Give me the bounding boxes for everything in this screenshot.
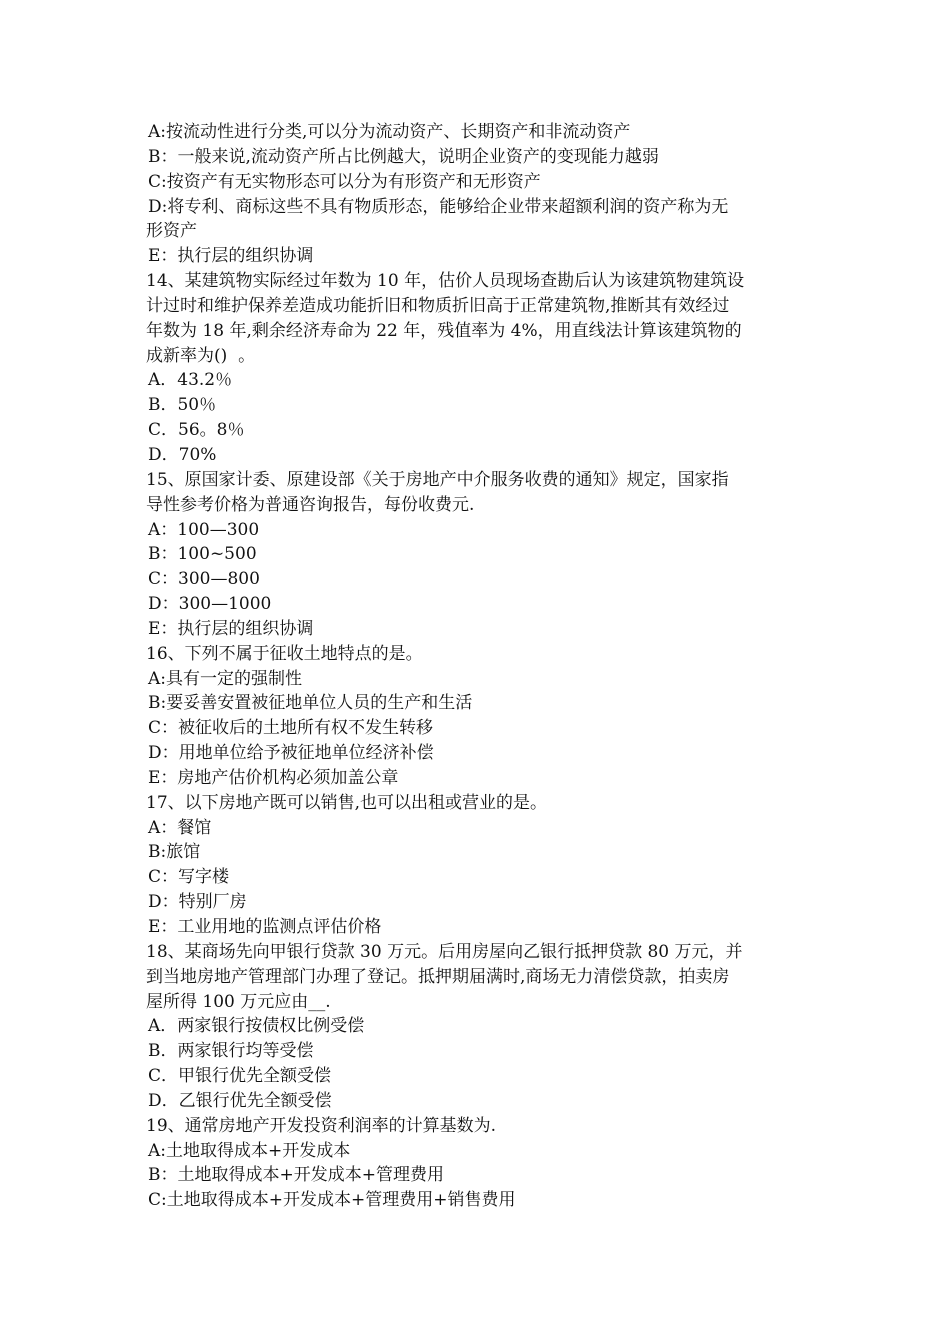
question-text-line: 18、某商场先向甲银行贷款 30 万元。后用房屋向乙银行抵押贷款 80 万元，并 — [146, 941, 743, 962]
answer-option-line: B．50％ — [148, 395, 217, 416]
answer-option-line: C．甲银行优先全额受偿 — [148, 1066, 332, 1087]
answer-option-line: C：写字楼 — [148, 867, 230, 888]
question-text-line: 形资产 — [146, 221, 197, 242]
question-text-line: 屋所得 100 万元应由__. — [146, 991, 331, 1012]
answer-option-line: B:要妥善安置被征地单位人员的生产和生活 — [148, 693, 473, 714]
answer-option-line: A．43.2％ — [148, 370, 233, 391]
question-text-line: 成新率为() 。 — [146, 345, 256, 366]
answer-option-line: C:土地取得成本+开发成本+管理费用+销售费用 — [148, 1190, 516, 1211]
answer-option-line: D:将专利、商标这些不具有物质形态，能够给企业带来超额利润的资产称为无 — [148, 196, 729, 217]
answer-option-line: D：300—1000 — [148, 594, 272, 615]
answer-option-line: A．两家银行按债权比例受偿 — [148, 1016, 365, 1037]
question-text-line: 16、下列不属于征收土地特点的是。 — [146, 643, 423, 664]
question-text-line: 19、通常房地产开发投资利润率的计算基数为. — [146, 1115, 497, 1136]
question-text-line: 17、以下房地产既可以销售,也可以出租或营业的是。 — [146, 792, 548, 813]
answer-option-line: B：土地取得成本+开发成本+管理费用 — [148, 1165, 444, 1186]
answer-option-line: E：房地产估价机构必须加盖公章 — [148, 767, 399, 788]
answer-option-line: A:土地取得成本+开发成本 — [148, 1140, 351, 1161]
question-text-line: 年数为 18 年,剩余经济寿命为 22 年，残值率为 4%，用直线法计算该建筑物的 — [146, 320, 742, 341]
answer-option-line: B：100~500 — [148, 544, 257, 565]
document-page — [146, 120, 811, 1213]
answer-option-line: B．两家银行均等受偿 — [148, 1041, 314, 1062]
answer-option-line: E：执行层的组织协调 — [148, 618, 314, 639]
answer-option-line: C:按资产有无实物形态可以分为有形资产和无形资产 — [148, 171, 541, 192]
document-body — [146, 120, 811, 1213]
question-text-line: 到当地房地产管理部门办理了登记。抵押期届满时,商场无力清偿贷款，拍卖房 — [146, 966, 730, 987]
answer-option-line: D．乙银行优先全额受偿 — [148, 1090, 332, 1111]
answer-option-line: D：用地单位给予被征地单位经济补偿 — [148, 743, 434, 764]
question-text-line: 计过时和维护保养差造成功能折旧和物质折旧高于正常建筑物,推断其有效经过 — [146, 295, 730, 316]
answer-option-line: A:具有一定的强制性 — [148, 668, 303, 689]
answer-option-line: C：被征收后的土地所有权不发生转移 — [148, 718, 434, 739]
answer-option-line: A：餐馆 — [148, 817, 212, 838]
answer-option-line: E：执行层的组织协调 — [148, 246, 314, 267]
answer-option-line: B:旅馆 — [148, 842, 201, 863]
question-text-line: 14、某建筑物实际经过年数为 10 年，估价人员现场查勘后认为该建筑物建筑设 — [146, 271, 745, 292]
answer-option-line: B：一般来说,流动资产所占比例越大，说明企业资产的变现能力越弱 — [148, 146, 659, 167]
question-text-line: 导性参考价格为普通咨询报告，每份收费元. — [146, 494, 475, 515]
answer-option-line: A:按流动性进行分类,可以分为流动资产、长期资产和非流动资产 — [148, 122, 631, 142]
answer-option-line: C．56。8％ — [148, 420, 245, 441]
question-text-line: 15、原国家计委、原建设部《关于房地产中介服务收费的通知》规定，国家指 — [146, 469, 729, 490]
answer-option-line: A：100—300 — [148, 519, 260, 540]
answer-option-line: D：特别厂房 — [148, 892, 247, 913]
answer-option-line: D．70% — [148, 444, 217, 465]
answer-option-line: E：工业用地的监测点评估价格 — [148, 917, 382, 937]
answer-option-line: C：300—800 — [148, 569, 260, 590]
